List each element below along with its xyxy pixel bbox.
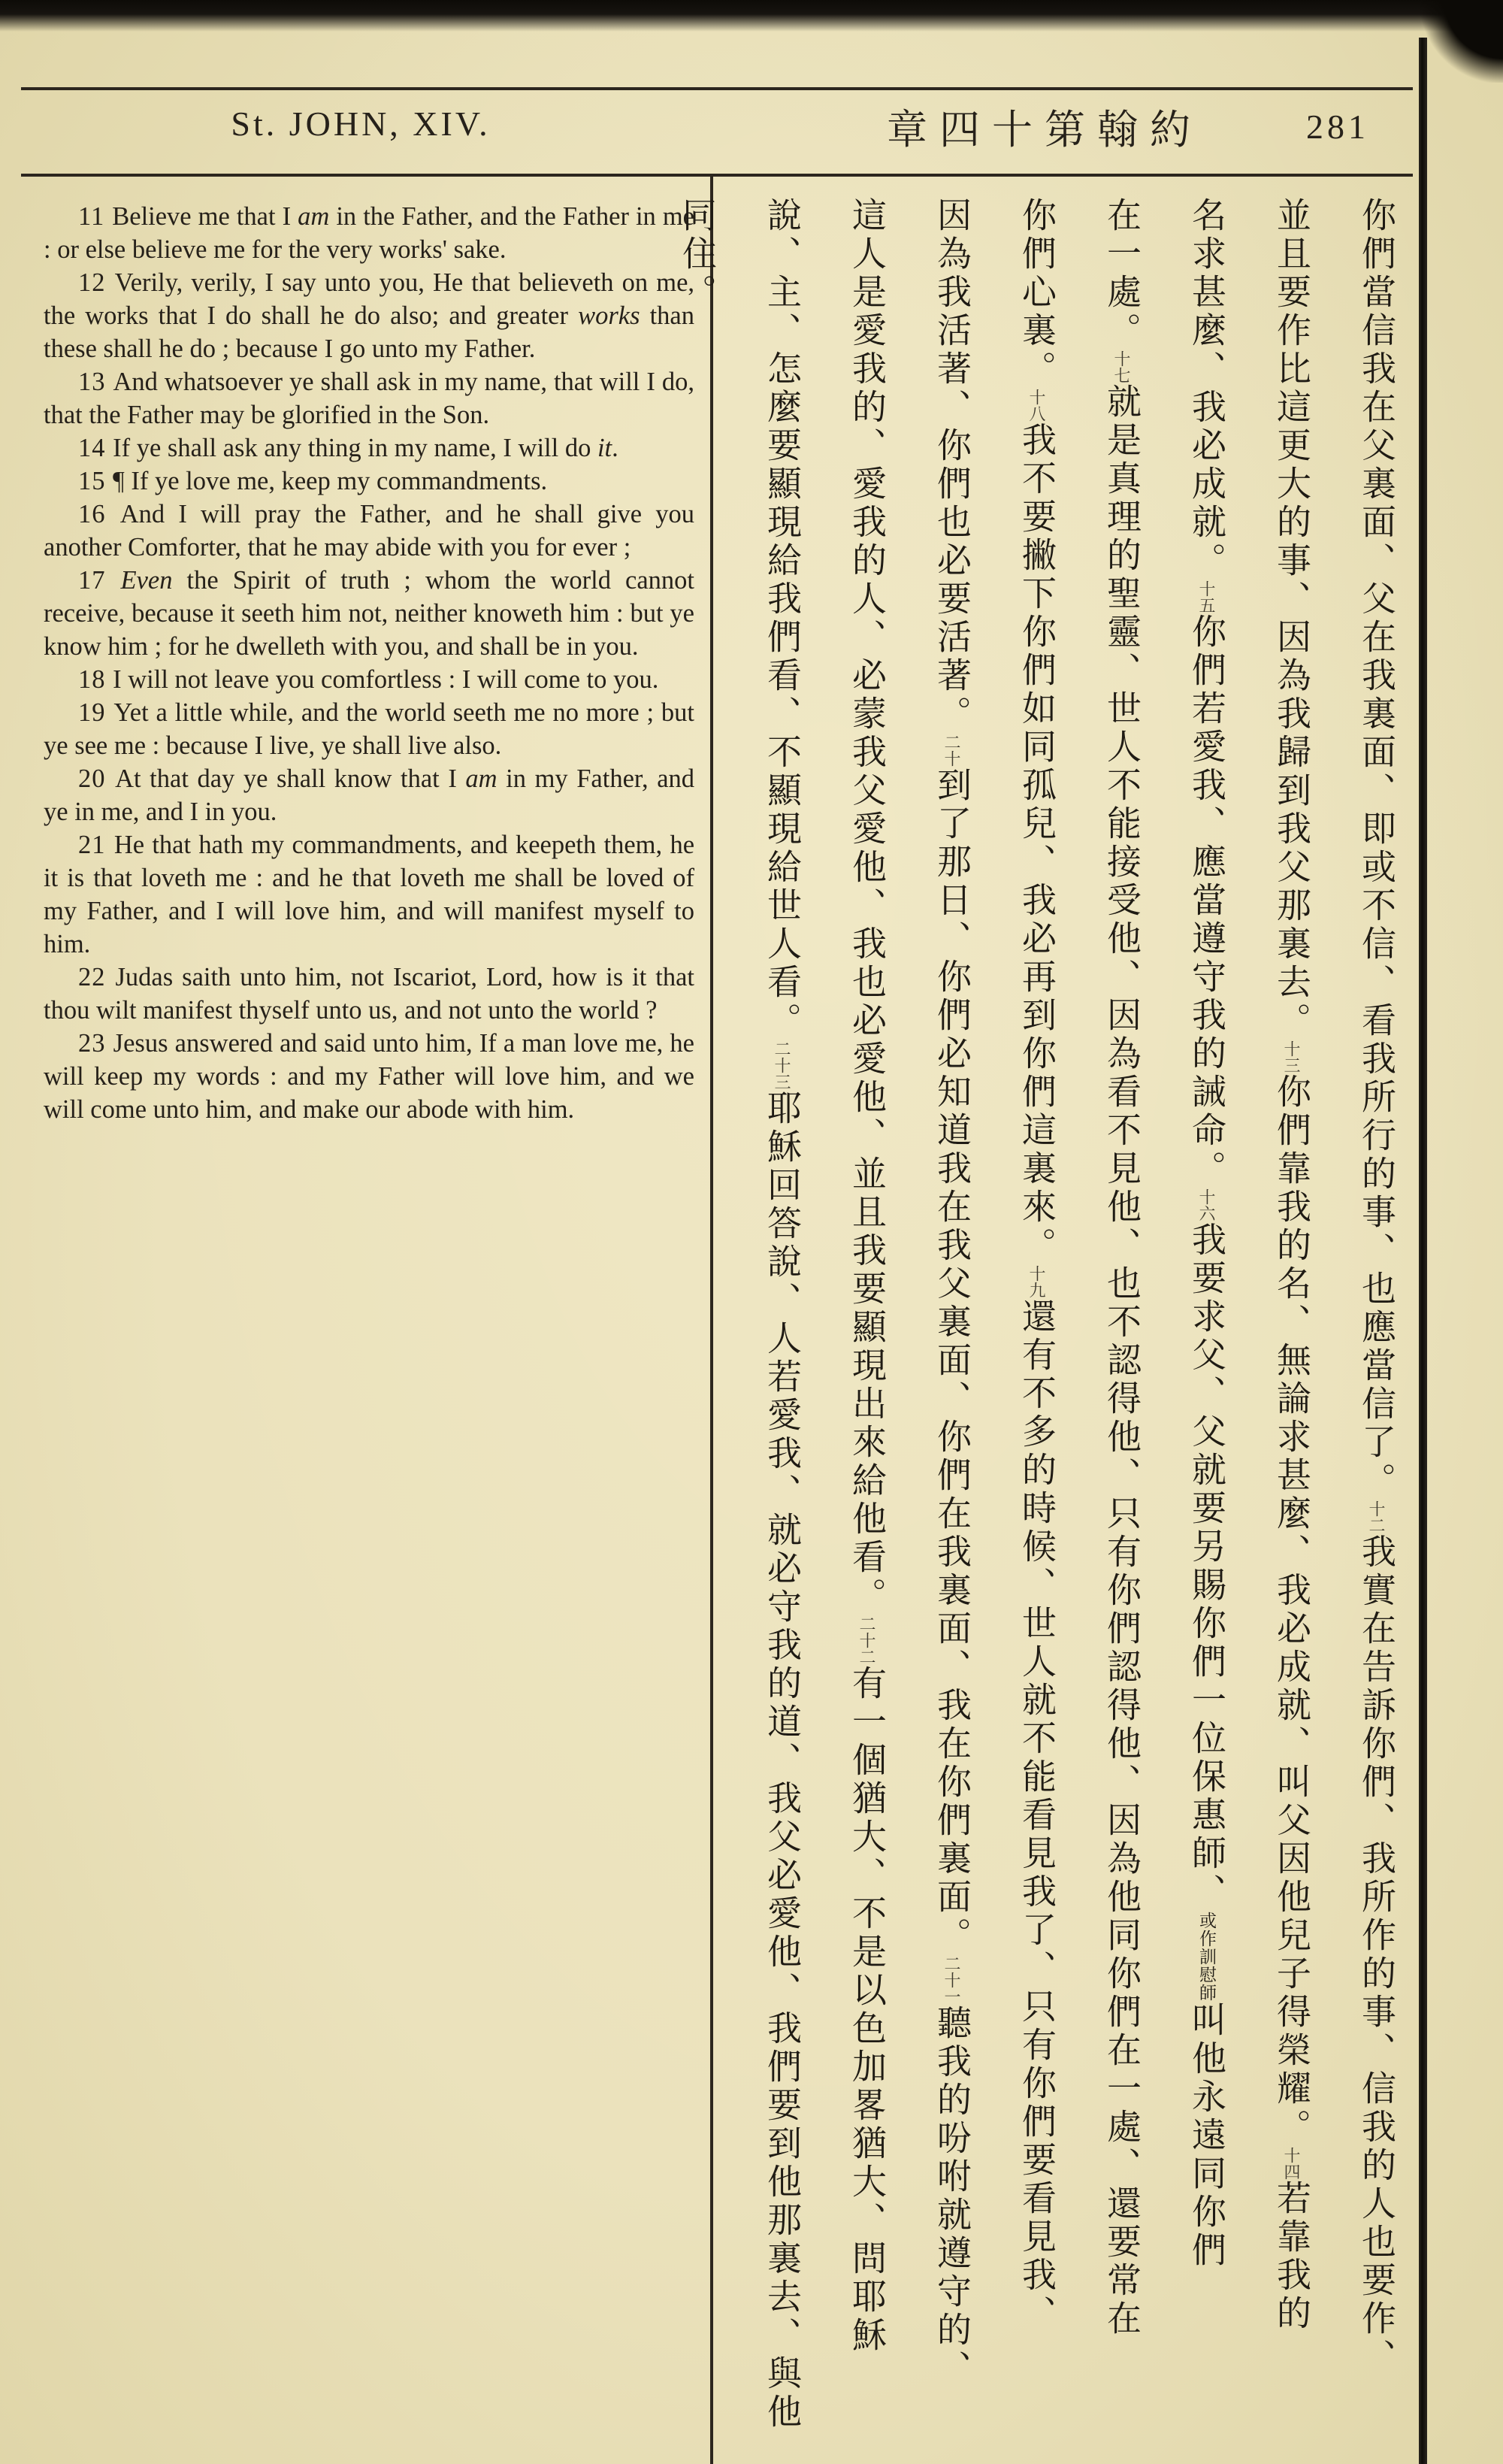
verse-18: 18 I will not leave you comfortless : I will come to you. (78, 665, 659, 694)
verse-marker: 十九 (1027, 1265, 1046, 1298)
verse-marker: 十二 (1367, 1500, 1386, 1533)
verse-number: 15 (78, 467, 113, 495)
chinese-text-column (678, 197, 1419, 2461)
verse-11: 11 Believe me that I am in the Father, and the Father in me : or else believe me for the very works' sake. (44, 202, 694, 264)
verse-number: 23 (78, 1029, 113, 1058)
verse-22: 22 Judas saith unto him, not Iscariot, Lord, how is it that thou wilt manifest thyself unto us, and not unto the world ? (44, 963, 695, 1025)
verse-number: 22 (78, 963, 116, 991)
verse-14: 14 If ye shall ask any thing in my name, I will do it. (78, 434, 618, 462)
verse-23: 23 Jesus answered and said unto him, If a man love me, he will keep my words : and my Father will love him, and we will come unto him, and make our abode with him. (44, 1029, 694, 1124)
chinese-column: 並且要作比這更大的事、因為我歸到我父那裏去。十三你們靠我的名、無論求甚麼、我必成就、叫父因他兒子得榮耀。十四若靠我的 (1272, 197, 1311, 2333)
verse-marker: 十四 (1282, 2147, 1301, 2180)
verse-21: 21 He that hath my commandments, and keepeth them, he it is that loveth me : and he that loveth me shall be loved of my Father, and I will love him, and will manifest myself to him. (44, 831, 695, 958)
verse-12: 12 Verily, verily, I say unto you, He that believeth on me, the works that I do shall he do also; and greater works than these shall he do ; because I go unto my Father. (44, 268, 695, 363)
page-gutter-line (1419, 38, 1427, 2464)
verse-number: 11 (78, 202, 113, 231)
verse-15: 15 ¶ If ye love me, keep my commandments. (78, 467, 548, 495)
verse-marker: 十三 (1282, 1040, 1301, 1073)
verse-number: 18 (78, 665, 113, 694)
running-head-chinese: 章四十第翰約 (887, 107, 1202, 153)
chinese-column: 在一處。十七就是真理的聖靈、世人不能接受他、因為看不見他、也不認得他、只有你們認得他、因為他同你們在一處、還要常在 (1102, 197, 1141, 2338)
chinese-column: 你們心裏。十八我不要撇下你們如同孤兒、我必再到你們這裏來。十九還有不多的時候、世人就不能看見我了、只有你們要看見我、 (1018, 197, 1056, 2333)
verse-16: 16 And I will pray the Father, and he shall give you another Comforter, that he may abide with you for ever ; (44, 500, 694, 562)
verse-marker: 二十 (942, 734, 961, 767)
running-head-english: St. JOHN, XIV. (231, 104, 491, 143)
verse-marker: 十五 (1197, 580, 1216, 613)
verse-number: 17 (78, 566, 121, 595)
verse-marker: 十八 (1027, 389, 1046, 422)
verse-marker: 二十二 (857, 1615, 876, 1665)
verse-marker: 十七 (1112, 350, 1131, 383)
verse-20: 20 At that day ye shall know that I am in my Father, and ye in me, and I in you. (44, 764, 695, 826)
verse-13: 13 And whatsoever ye shall ask in my name, that will I do, that the Father may be glorified in the Son. (44, 368, 694, 429)
verse-marker: 十六 (1197, 1188, 1216, 1221)
page-number: 281 (1306, 107, 1369, 146)
verse-number: 14 (78, 434, 113, 462)
verse-number: 20 (78, 764, 116, 793)
verse-number: 16 (78, 500, 120, 528)
chinese-column: 因為我活著、你們也必要活著。二十到了那日、你們必知道我在我父裏面、你們在我裏面、我在你們裏面。二十一聽我的吩咐就遵守的、 (933, 197, 971, 2388)
inline-note: 或作訓慰師 (1197, 1912, 1216, 2002)
scan-edge-top (0, 0, 1503, 32)
verse-marker: 二十三 (773, 1040, 791, 1090)
verse-17: 17 Even the Spirit of truth ; whom the world cannot receive, because it seeth him not, neither knoweth him : but ye know him ; for he dwelleth with you, and shall be in you. (44, 566, 694, 661)
verse-marker: 二十一 (942, 1955, 961, 2005)
scan-edge-corner (1420, 0, 1503, 83)
verse-number: 19 (78, 698, 114, 727)
chinese-column: 名求甚麼、我必成就。十五你們若愛我、應當遵守我的誡命。十六我要求父、父就要另賜你們一位保惠師、或作訓慰師叫他永遠同你們 (1187, 197, 1226, 2270)
chinese-column: 說、主、怎麼要顯現給我們看、不顯現給世人看。二十三耶穌回答說、人若愛我、就必守我的道、我父必愛他、我們要到他那裏去、與他 (763, 197, 801, 2432)
chinese-column: 同住。 (678, 197, 716, 312)
verse-number: 21 (78, 831, 114, 859)
english-text-column (44, 200, 694, 1126)
chinese-column: 這人是愛我的、愛我的人、必蒙我父愛他、我也必愛他、並且我要顯現出來給他看。二十二有一個猶大、不是以色加畧猶大、問耶穌 (848, 197, 886, 2355)
header-rule-bottom (21, 174, 1413, 177)
verse-19: 19 Yet a little while, and the world seeth me no more ; but ye see me : because I live, ye shall live also. (44, 698, 694, 760)
chinese-column: 你們當信我在父裏面、父在我裏面、即或不信、看我所行的事、也應當信了。十二我實在告訴你們、我所作的事、信我的人也要作、 (1357, 197, 1396, 2377)
verse-number: 13 (78, 368, 113, 396)
verse-number: 12 (78, 268, 115, 297)
header-rule-top (21, 87, 1413, 90)
